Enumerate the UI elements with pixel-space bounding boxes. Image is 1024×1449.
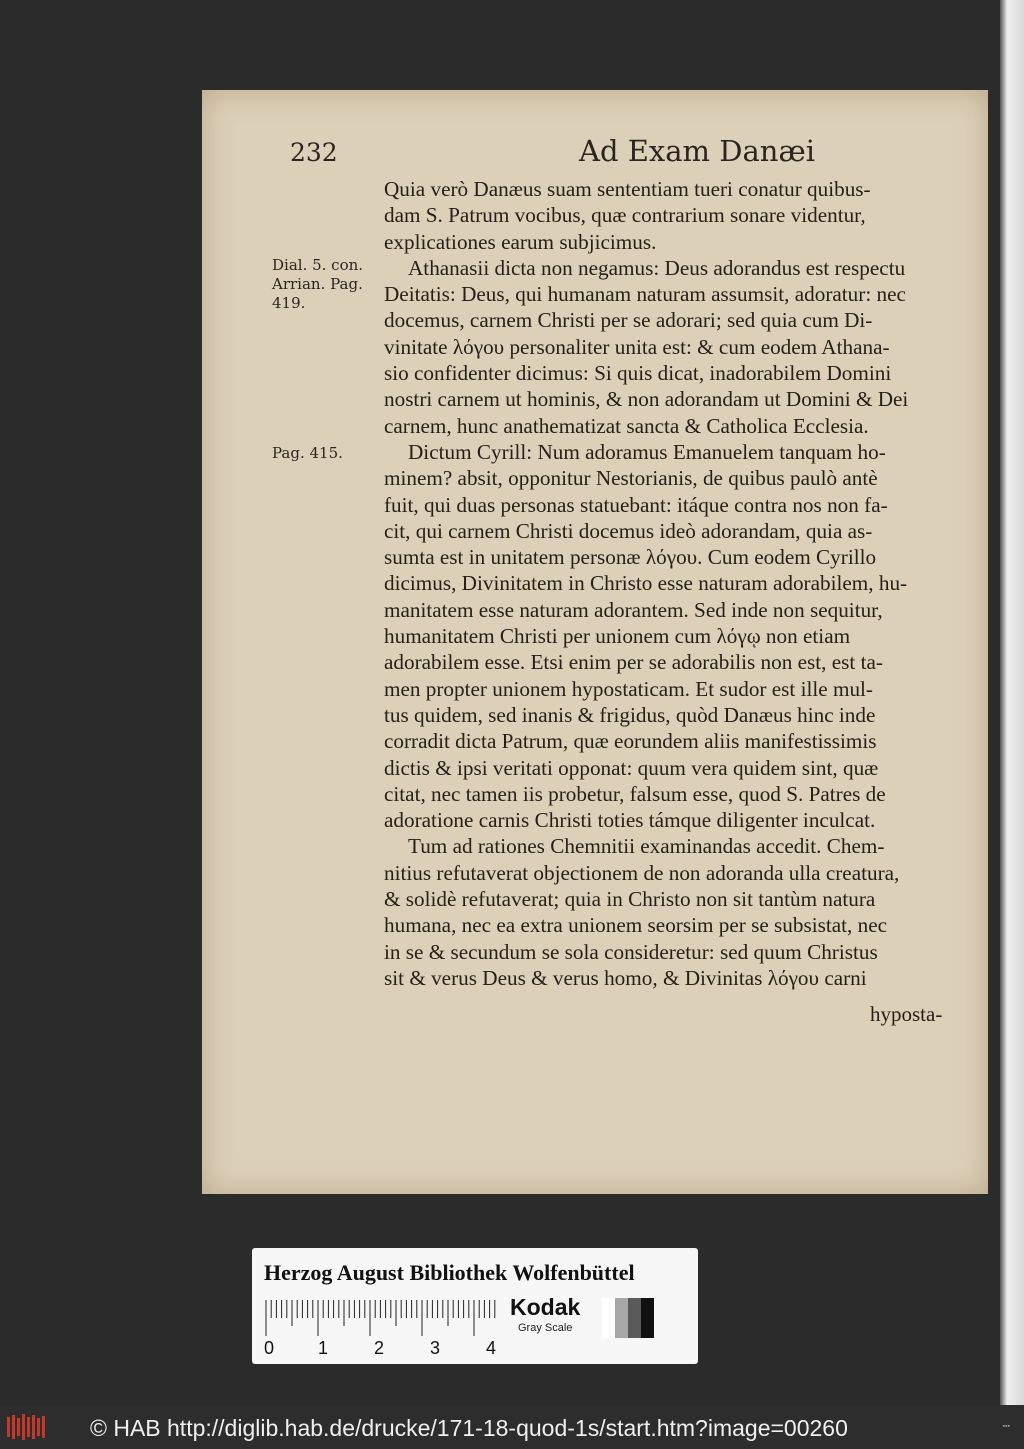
margin-note: Dial. 5. con. Arrian. Pag. 419.	[272, 256, 364, 312]
ruler-number: 1	[318, 1338, 329, 1358]
text-line: nostri carnem ut hominis, & non adorandam ut Domini & Dei	[384, 387, 909, 412]
text-line: Quia verò Danæus suam sententiam tueri conatur quibus-	[384, 177, 871, 201]
text-line: minem? absit, opponitur Nestorianis, de quibus paulò antè	[384, 466, 878, 491]
book-page	[202, 90, 988, 1194]
text-line: dictis & ipsi veritati opponat: quum vera quidem sint, quæ	[384, 755, 879, 780]
text-line: adoratione carnis Christi toties támque diligenter inculcat.	[384, 808, 876, 833]
text-line: dicimus, Divinitatem in Christo esse naturam adorabilem, hu-	[384, 571, 908, 596]
text-line: Tum ad rationes Chemnitii examinandas accedit. Chem-	[408, 834, 885, 859]
text-line: tus quidem, sed inanis & frigidus, quòd Danæus hinc inde	[384, 702, 876, 727]
text-line: Dictum Cyrill: Num adoramus Emanuelem tanquam ho-	[408, 439, 886, 464]
text-line: sio confidenter dicimus: Si quis dicat, inadorabilem Domini	[384, 361, 892, 386]
text-line: men propter unionem hypostaticam. Et sudor est ille mul-	[384, 676, 873, 701]
text-line: manitatem esse naturam adorantem. Sed inde non sequitur,	[384, 597, 883, 622]
kodak-logo: Kodak	[510, 1294, 581, 1320]
text-line: sumta est in unitatem personæ λόγου. Cum eodem Cyrillo	[384, 545, 877, 570]
ruler-number: 2	[374, 1338, 385, 1358]
ruler-number: 0	[264, 1338, 275, 1358]
text-line: cit, qui carnem Christi docemus ideò adorandam, quia as-	[384, 518, 873, 543]
text-line: Athanasii dicta non negamus: Deus adorandus est respectu	[408, 255, 906, 280]
library-name: Herzog August Bibliothek Wolfenbüttel	[264, 1260, 635, 1285]
text-line: & solidè refutaverat; quia in Christo non sit tantùm natura	[384, 887, 876, 912]
gray-scale-swatch	[602, 1298, 654, 1338]
text-line: nitius refutaverat objectionem de non adoranda ulla creatura,	[384, 860, 900, 885]
adjacent-page-edge	[1000, 0, 1024, 1405]
text-line: dam S. Patrum vocibus, quæ contrarium sonare videntur,	[384, 203, 866, 228]
footer-bar	[0, 1405, 1024, 1449]
footer-url: © HAB http://diglib.hab.de/drucke/171-18-quod-1s/start.htm?image=00260	[90, 1415, 848, 1441]
text-line: corradit dicta Patrum, quæ eorundem aliis manifestissimis	[384, 729, 877, 754]
ruler-icon	[264, 1298, 496, 1340]
catchword: hyposta-	[870, 1002, 943, 1026]
text-line: fuit, qui duas personas statuebant: itáque contra nos non fa-	[384, 492, 888, 517]
text-line: citat, nec tamen iis probetur, falsum esse, quod S. Patres de	[384, 781, 886, 806]
running-head: Ad Exam Danæi	[579, 134, 816, 168]
text-line: in se & secundum se sola consideretur: sed quum Christus	[384, 939, 878, 964]
text-line: explicationes earum subjicimus.	[384, 229, 657, 254]
text-line: humana, nec ea extra unionem seorsim per se subsistat, nec	[384, 913, 888, 938]
text-line: vinitate λόγου personaliter unita est: & cum eodem Athana-	[384, 334, 890, 359]
footer-mark: ▪▪▪	[1002, 1423, 1010, 1430]
hab-logo-icon	[6, 1413, 48, 1441]
text-line: adorabilem esse. Etsi enim per se adorabilis non est, est ta-	[384, 650, 883, 675]
text-line: sit & verus Deus & verus homo, & Divinitas λόγου carni	[384, 965, 867, 990]
gray-scale-label: Gray Scale	[518, 1322, 573, 1334]
ruler-number: 3	[430, 1338, 441, 1358]
main-text	[384, 176, 954, 991]
text-line: Deitatis: Deus, qui humanam naturam assumsit, adoratur: nec	[384, 282, 906, 307]
text-line: humanitatem Christi per unionem cum λόγῳ non etiam	[384, 624, 851, 649]
color-calibration-card	[252, 1248, 698, 1364]
margin-note: Pag. 415.	[272, 444, 343, 462]
ruler-number: 4	[486, 1338, 497, 1358]
text-line: carnem, hunc anathematizat sancta & Catholica Ecclesia.	[384, 413, 869, 438]
text-line: docemus, carnem Christi per se adorari; sed quia cum Di-	[384, 308, 873, 333]
page-number: 232	[290, 138, 338, 167]
